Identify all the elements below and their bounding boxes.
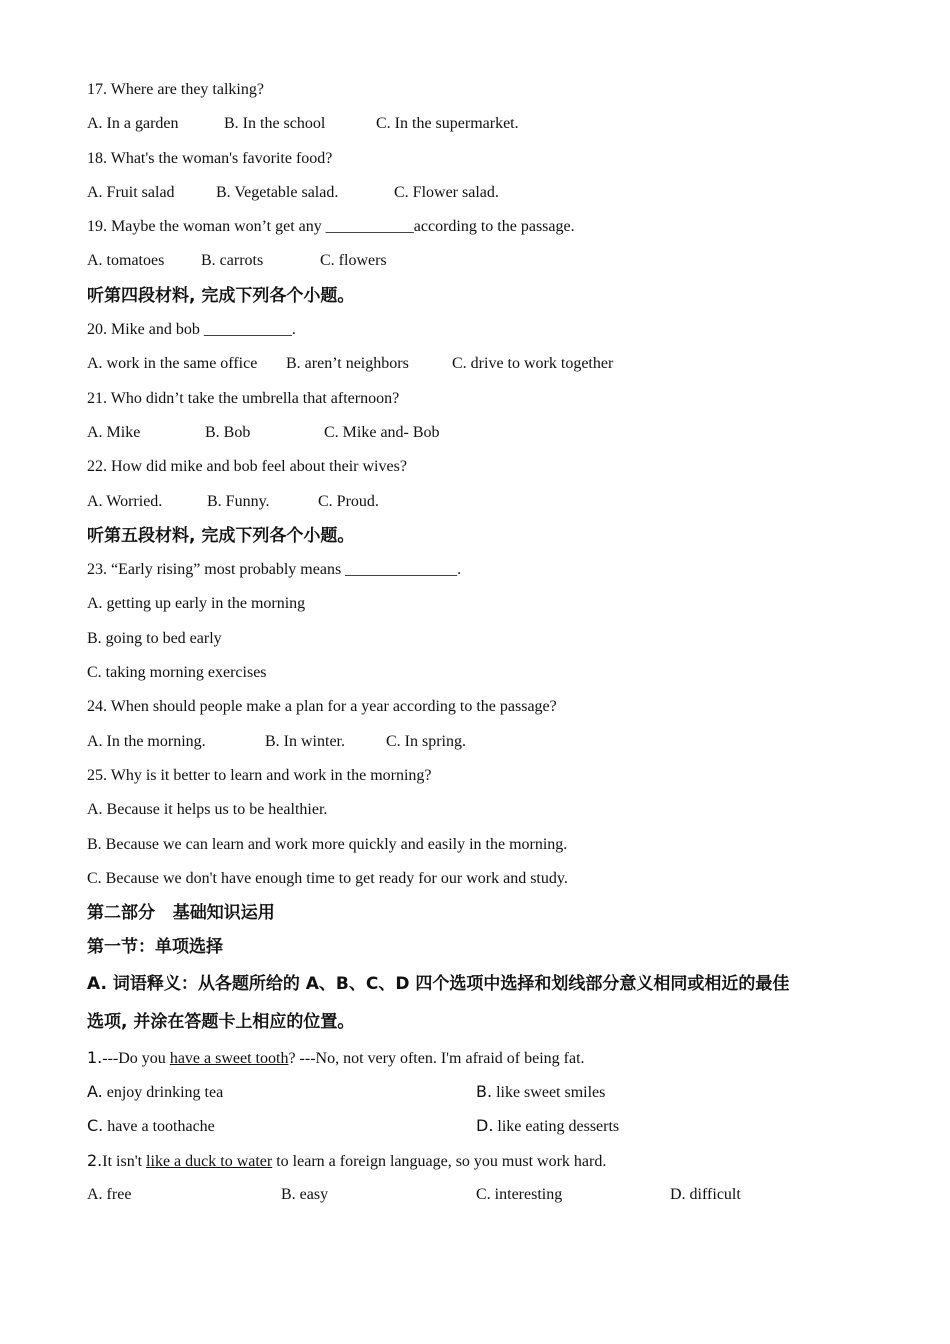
option: B. Bob <box>205 423 251 441</box>
question-25-option-a: A. Because it helps us to be healthier. <box>87 801 328 819</box>
question-17: 17. Where are they talking? <box>87 81 264 98</box>
option: A. Mike <box>87 423 141 441</box>
option: C. In spring. <box>386 732 466 750</box>
option: B. In the school <box>224 115 326 133</box>
question-18: 18. What's the woman's favorite food? <box>87 149 333 167</box>
option-b: B. like sweet smiles <box>476 1082 606 1102</box>
question-20: 20. Mike and bob ___________. <box>87 321 296 339</box>
question-19: 19. Maybe the woman won’t get any ___________according to the passage. <box>87 218 575 236</box>
option: C. In the supermarket. <box>376 115 519 133</box>
option-d: D. like eating desserts <box>476 1116 620 1136</box>
option: A. Worried. <box>87 492 163 510</box>
option: A. In a garden <box>87 115 179 133</box>
underlined-phrase: have a sweet tooth <box>169 1049 289 1067</box>
question-25-option-b: B. Because we can learn and work more quickly and easily in the morning. <box>87 835 568 853</box>
option: A. Fruit salad <box>87 183 175 201</box>
option: C. drive to work together <box>452 355 614 373</box>
option-b: B. easy <box>281 1185 329 1203</box>
option-c: C. interesting <box>476 1185 563 1203</box>
option-a: A. free <box>87 1185 132 1203</box>
question-22: 22. How did mike and bob feel about their wives? <box>87 458 407 476</box>
vocab-question-1-options-ab <box>87 1075 877 1109</box>
vocab-question-1: 1.---Do you have a sweet tooth? ---No, not very often. I'm afraid of being fat. <box>87 1047 585 1067</box>
instruction-line-1: A. 词语释义：从各题所给的 A、B、C、D 四个选项中选择和划线部分意义相同或相近的最佳 <box>87 973 790 994</box>
option: A. tomatoes <box>87 252 165 270</box>
question-21-options <box>87 416 877 450</box>
question-17-options <box>87 107 877 141</box>
question-24: 24. When should people make a plan for a year according to the passage? <box>87 698 557 716</box>
section-heading-5: 听第五段材料, 完成下列各个小题。 <box>87 525 355 546</box>
option: C. Mike and- Bob <box>324 423 440 441</box>
part-2-title: 第二部分 基础知识运用 <box>87 903 275 924</box>
vocab-question-2: 2.It isn't like a duck to water to learn a foreign language, so you must work hard. <box>87 1150 607 1170</box>
question-18-options <box>87 176 877 210</box>
instruction-line-2: 选项, 并涂在答题卡上相应的位置。 <box>87 1011 355 1032</box>
option-a: A. enjoy drinking tea <box>87 1082 224 1102</box>
option: B. Funny. <box>207 492 270 510</box>
option-c: C. have a toothache <box>87 1116 215 1136</box>
option: B. aren’t neighbors <box>286 355 409 373</box>
option: A. In the morning. <box>87 732 206 750</box>
option: B. In winter. <box>265 732 345 750</box>
question-25-option-c: C. Because we don't have enough time to get ready for our work and study. <box>87 869 568 887</box>
question-23-option-b: B. going to bed early <box>87 629 222 647</box>
option: C. Proud. <box>318 492 379 510</box>
question-23: 23. “Early rising” most probably means ______________. <box>87 561 462 579</box>
underlined-phrase: like a duck to water <box>146 1152 273 1170</box>
option: B. carrots <box>201 252 264 270</box>
option: B. Vegetable salad. <box>216 183 339 201</box>
option: A. work in the same office <box>87 355 258 373</box>
vocab-question-1-options-cd <box>87 1109 877 1143</box>
question-21: 21. Who didn’t take the umbrella that afternoon? <box>87 389 400 407</box>
question-20-options <box>87 347 877 381</box>
question-23-option-a: A. getting up early in the morning <box>87 595 306 613</box>
question-25: 25. Why is it better to learn and work in the morning? <box>87 766 432 784</box>
question-23-option-c: C. taking morning exercises <box>87 664 267 682</box>
question-22-options <box>87 485 877 519</box>
vocab-question-2-options <box>87 1178 877 1212</box>
document-page <box>87 73 877 1212</box>
section-1-title: 第一节：单项选择 <box>87 937 223 958</box>
question-19-options <box>87 244 877 278</box>
option-d: D. difficult <box>670 1185 741 1203</box>
option: C. Flower salad. <box>394 183 499 201</box>
option: C. flowers <box>320 252 387 270</box>
question-24-options <box>87 725 877 759</box>
section-heading-4: 听第四段材料, 完成下列各个小题。 <box>87 285 355 306</box>
